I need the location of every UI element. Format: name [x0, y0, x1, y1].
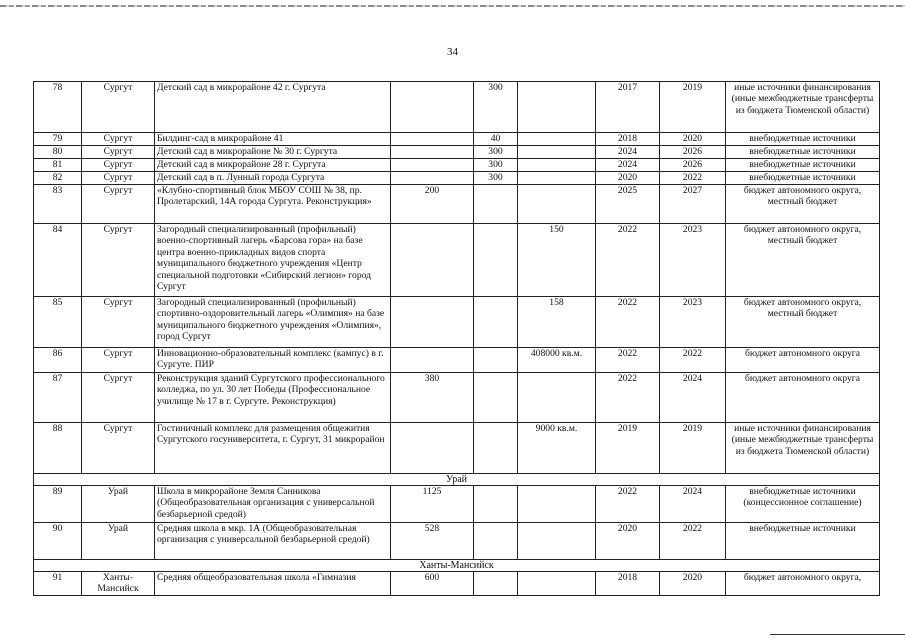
table-row — [34, 224, 880, 297]
table-row — [34, 185, 880, 224]
row-capacity-places — [391, 297, 474, 348]
row-capacity-places — [391, 82, 474, 133]
row-object-name: Детский сад в п. Лунный города Сургута — [155, 172, 391, 185]
scan-bottom-edge — [770, 634, 905, 635]
section-title: Урай — [34, 474, 880, 486]
row-number: 78 — [34, 82, 82, 133]
row-city: Сургут — [82, 82, 155, 133]
row-end-year: 2026 — [660, 159, 726, 172]
row-funding-source: внебюджетные источники — [726, 146, 880, 159]
row-capacity-places — [391, 348, 474, 373]
row-object-name: Детский сад в микрорайоне 28 г. Сургута — [155, 159, 391, 172]
row-start-year: 2018 — [596, 133, 660, 146]
row-funding-source: бюджет автономного округа, — [726, 572, 880, 596]
row-capacity-seats — [474, 224, 518, 297]
row-start-year: 2022 — [596, 373, 660, 423]
row-number: 80 — [34, 146, 82, 159]
row-capacity-area — [518, 373, 596, 423]
row-number: 90 — [34, 523, 82, 560]
row-start-year: 2017 — [596, 82, 660, 133]
row-end-year: 2024 — [660, 373, 726, 423]
row-number: 91 — [34, 572, 82, 596]
row-capacity-places — [391, 133, 474, 146]
row-capacity-seats: 300 — [474, 82, 518, 133]
row-object-name: «Клубно-спортивный блок МБОУ СОШ № 38, пр. Пролетарский, 14А города Сургута. Реконструкция» — [155, 185, 391, 224]
row-start-year: 2022 — [596, 297, 660, 348]
row-end-year: 2020 — [660, 133, 726, 146]
row-start-year: 2024 — [596, 159, 660, 172]
row-capacity-area — [518, 185, 596, 224]
row-capacity-places — [391, 146, 474, 159]
table-row — [34, 172, 880, 185]
row-object-name: Детский сад в микрорайоне 42 г. Сургута — [155, 82, 391, 133]
row-capacity-seats: 40 — [474, 133, 518, 146]
row-object-name: Загородный специализированный (профильный) военно-спортивный лагерь «Барсова гора» на базе центра военно-прикладных видов спорта муниципального бюджетного учреждения «Центр специальной подготовки «Сибирский легион» город Сургут — [155, 224, 391, 297]
row-capacity-seats: 300 — [474, 159, 518, 172]
row-end-year: 2024 — [660, 486, 726, 523]
row-funding-source: иные источники финансирования (иные межбюджетные трансферты из бюджета Тюменской области) — [726, 82, 880, 133]
row-capacity-places: 380 — [391, 373, 474, 423]
row-city: Урай — [82, 486, 155, 523]
row-funding-source: бюджет автономного округа, местный бюджет — [726, 297, 880, 348]
row-capacity-seats — [474, 348, 518, 373]
row-city: Сургут — [82, 159, 155, 172]
row-city: Сургут — [82, 348, 155, 373]
row-city: Сургут — [82, 423, 155, 474]
row-number: 85 — [34, 297, 82, 348]
row-capacity-places — [391, 423, 474, 474]
row-city: Сургут — [82, 172, 155, 185]
row-capacity-seats — [474, 423, 518, 474]
objects-table — [33, 81, 880, 596]
table-row — [34, 373, 880, 423]
row-capacity-places — [391, 159, 474, 172]
row-object-name: Детский сад в микрорайоне № 30 г. Сургута — [155, 146, 391, 159]
row-capacity-seats — [474, 373, 518, 423]
row-city: Сургут — [82, 133, 155, 146]
row-funding-source: внебюджетные источники — [726, 172, 880, 185]
row-capacity-seats — [474, 486, 518, 523]
row-capacity-area: 150 — [518, 224, 596, 297]
row-start-year: 2022 — [596, 224, 660, 297]
table-row — [34, 423, 880, 474]
row-capacity-area: 158 — [518, 297, 596, 348]
row-capacity-places: 600 — [391, 572, 474, 596]
row-end-year: 2023 — [660, 224, 726, 297]
row-capacity-area — [518, 82, 596, 133]
row-city: Сургут — [82, 185, 155, 224]
row-funding-source: внебюджетные источники — [726, 523, 880, 560]
row-start-year: 2022 — [596, 348, 660, 373]
row-object-name: Инновационно-образовательный комплекс (кампус) в г. Сургуте. ПИР — [155, 348, 391, 373]
row-end-year: 2022 — [660, 172, 726, 185]
row-city: Сургут — [82, 297, 155, 348]
row-funding-source: бюджет автономного округа — [726, 348, 880, 373]
row-capacity-seats: 300 — [474, 172, 518, 185]
row-number: 89 — [34, 486, 82, 523]
row-object-name: Загородный специализированный (профильный) спортивно-оздоровительный лагерь «Олимпия» на базе муниципального бюджетного учреждения «Олимпия», город Сургут — [155, 297, 391, 348]
row-capacity-seats: 300 — [474, 146, 518, 159]
row-end-year: 2026 — [660, 146, 726, 159]
scan-edge-artifact — [0, 5, 905, 7]
row-start-year: 2019 — [596, 423, 660, 474]
row-start-year: 2020 — [596, 172, 660, 185]
row-object-name: Реконструкция зданий Сургутского профессионального колледжа, по ул. 30 лет Победы (Профессиональное училище № 17 в г. Сургуте. Реконструкция) — [155, 373, 391, 423]
row-object-name: Средняя общеобразовательная школа «Гимназия — [155, 572, 391, 596]
row-number: 84 — [34, 224, 82, 297]
row-capacity-places: 200 — [391, 185, 474, 224]
row-city: Урай — [82, 523, 155, 560]
row-number: 81 — [34, 159, 82, 172]
row-capacity-area — [518, 133, 596, 146]
row-number: 82 — [34, 172, 82, 185]
row-city: Ханты-Мансийск — [82, 572, 155, 596]
row-capacity-seats — [474, 185, 518, 224]
row-capacity-places: 528 — [391, 523, 474, 560]
row-capacity-area — [518, 523, 596, 560]
row-start-year: 2025 — [596, 185, 660, 224]
row-capacity-area — [518, 486, 596, 523]
row-start-year: 2022 — [596, 486, 660, 523]
row-number: 88 — [34, 423, 82, 474]
row-funding-source: иные источники финансирования (иные межбюджетные трансферты из бюджета Тюменской области) — [726, 423, 880, 474]
row-capacity-places: 1125 — [391, 486, 474, 523]
row-city: Сургут — [82, 373, 155, 423]
row-number: 86 — [34, 348, 82, 373]
row-capacity-area — [518, 572, 596, 596]
table-row — [34, 82, 880, 133]
row-capacity-area — [518, 172, 596, 185]
row-funding-source: внебюджетные источники (концессионное соглашение) — [726, 486, 880, 523]
table-row — [34, 486, 880, 523]
row-capacity-area — [518, 159, 596, 172]
row-capacity-seats — [474, 523, 518, 560]
row-end-year: 2019 — [660, 82, 726, 133]
row-start-year: 2018 — [596, 572, 660, 596]
row-funding-source: бюджет автономного округа, местный бюджет — [726, 224, 880, 297]
row-funding-source: бюджет автономного округа, местный бюджет — [726, 185, 880, 224]
row-end-year: 2019 — [660, 423, 726, 474]
row-funding-source: внебюджетные источники — [726, 159, 880, 172]
row-end-year: 2027 — [660, 185, 726, 224]
section-row — [34, 474, 880, 486]
row-city: Сургут — [82, 146, 155, 159]
table-row — [34, 133, 880, 146]
row-object-name: Гостиничный комплекс для размещения общежития Сургутского госуниверситета, г. Сургут, 31 микрорайон — [155, 423, 391, 474]
section-row — [34, 560, 880, 572]
row-object-name: Школа в микрорайоне Земля Санникова (Общеобразовательная организация с универсальной безбарьерной средой) — [155, 486, 391, 523]
row-number: 83 — [34, 185, 82, 224]
row-start-year: 2024 — [596, 146, 660, 159]
table-row — [34, 572, 880, 596]
row-end-year: 2023 — [660, 297, 726, 348]
row-number: 79 — [34, 133, 82, 146]
table-row — [34, 159, 880, 172]
row-end-year: 2020 — [660, 572, 726, 596]
section-title: Ханты-Мансийск — [34, 560, 880, 572]
table-row — [34, 297, 880, 348]
row-capacity-places — [391, 224, 474, 297]
page-number: 34 — [447, 46, 458, 58]
row-capacity-seats — [474, 572, 518, 596]
row-capacity-area — [518, 146, 596, 159]
row-start-year: 2020 — [596, 523, 660, 560]
row-city: Сургут — [82, 224, 155, 297]
table-row — [34, 146, 880, 159]
table-row — [34, 523, 880, 560]
row-capacity-area: 408000 кв.м. — [518, 348, 596, 373]
row-capacity-places — [391, 172, 474, 185]
row-object-name: Билдинг-сад в микрорайоне 41 — [155, 133, 391, 146]
row-end-year: 2022 — [660, 348, 726, 373]
row-capacity-area: 9000 кв.м. — [518, 423, 596, 474]
row-capacity-seats — [474, 297, 518, 348]
row-funding-source: внебюджетные источники — [726, 133, 880, 146]
row-number: 87 — [34, 373, 82, 423]
row-funding-source: бюджет автономного округа — [726, 373, 880, 423]
row-end-year: 2022 — [660, 523, 726, 560]
row-object-name: Средняя школа в мкр. 1А (Общеобразовательная организация с универсальной безбарьерной средой) — [155, 523, 391, 560]
table-row — [34, 348, 880, 373]
